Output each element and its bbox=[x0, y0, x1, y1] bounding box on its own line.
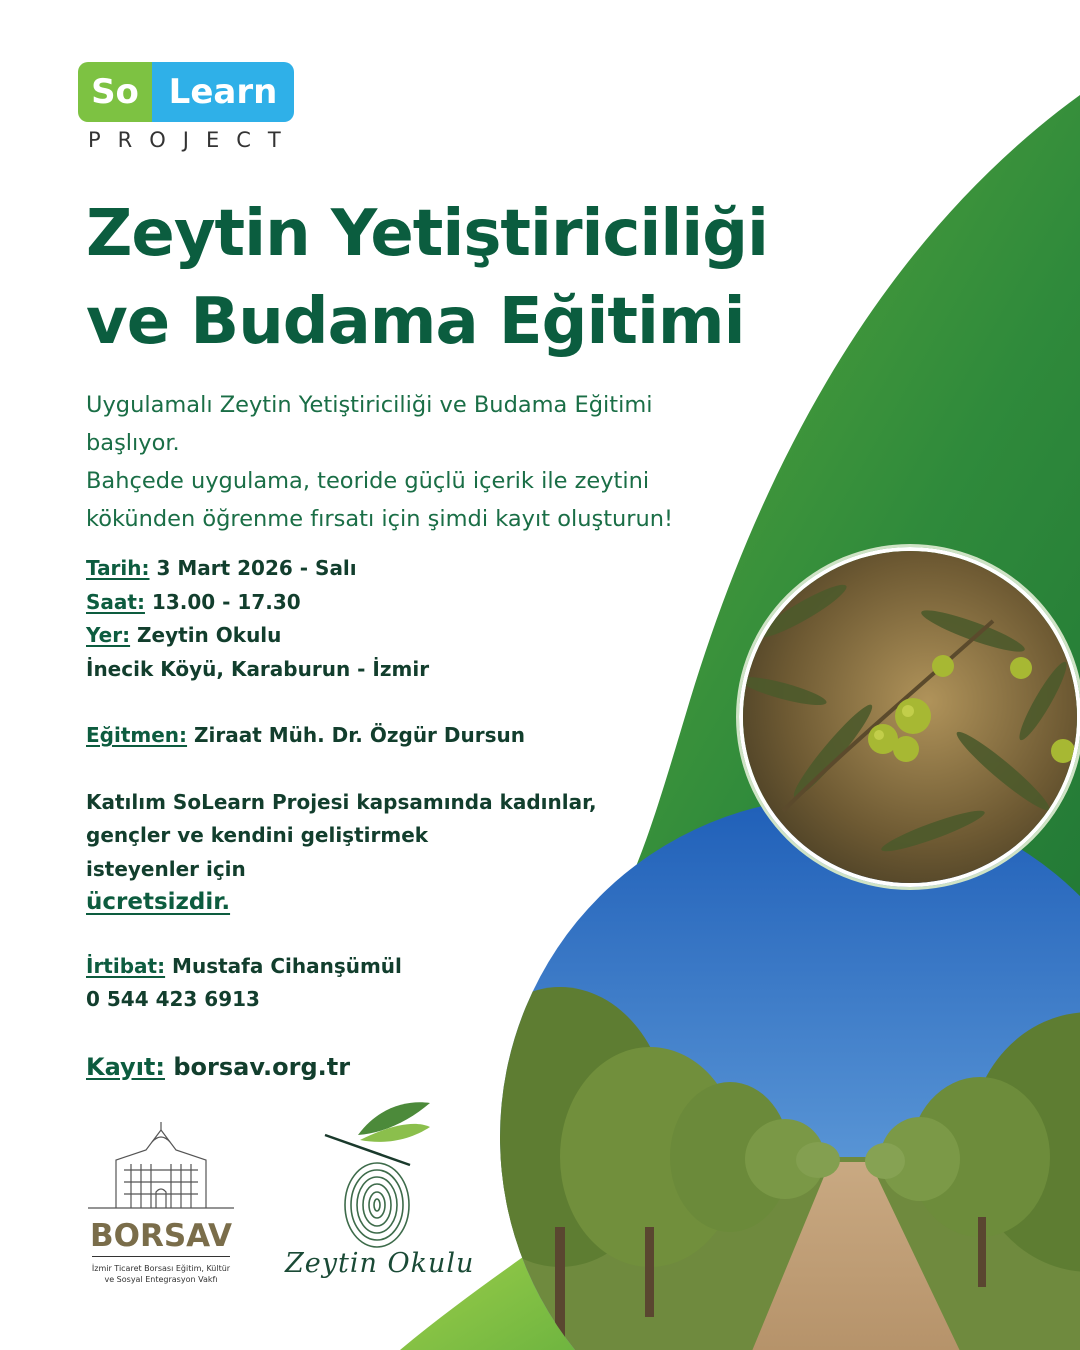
borsav-name: BORSAV bbox=[89, 1218, 233, 1254]
intro-line-3: Bahçede uygulama, teoride güçlü içerik ile zeytini bbox=[86, 468, 650, 494]
trainer-value: Ziraat Müh. Dr. Özgür Dursun bbox=[187, 723, 525, 747]
title-line-1: Zeytin Yetiştiriciliği bbox=[86, 197, 768, 271]
solearn-badge bbox=[78, 62, 294, 122]
place-label: Yer: bbox=[86, 623, 131, 647]
phone-number[interactable]: 0 544 423 6913 bbox=[86, 987, 260, 1011]
time-value: 13.00 - 17.30 bbox=[144, 589, 301, 614]
trainer-row bbox=[86, 719, 646, 753]
borsav-sub-line-2: ve Sosyal Entegrasyon Vakfı bbox=[104, 1275, 218, 1284]
zeytin-okulu-wordmark: Zeytin Okulu bbox=[285, 1248, 475, 1279]
date-row bbox=[86, 552, 646, 586]
free-note: ücretsizdir. bbox=[86, 889, 231, 915]
date-value: 3 Mart 2026 - Salı bbox=[149, 556, 357, 580]
time-row bbox=[86, 586, 646, 620]
borsav-logo bbox=[86, 1120, 236, 1285]
date-label: Tarih: bbox=[86, 556, 150, 580]
register-label: Kayıt: bbox=[86, 1052, 165, 1081]
intro-text bbox=[86, 386, 786, 538]
solearn-logo bbox=[78, 62, 298, 152]
participation-line-3: isteyenler için bbox=[86, 856, 246, 881]
title-line-2: ve Budama Eğitimi bbox=[86, 285, 745, 359]
olive-branch-photo bbox=[739, 547, 1080, 887]
address: İnecik Köyü, Karaburun - İzmir bbox=[86, 656, 430, 681]
register-link[interactable]: borsav.org.tr bbox=[165, 1052, 351, 1081]
borsav-sub-line-1: İzmir Ticaret Borsası Eğitim, Kültür bbox=[91, 1264, 231, 1273]
time-label: Saat: bbox=[86, 589, 145, 614]
intro-line-2: başlıyor. bbox=[86, 430, 180, 456]
trainer-label: Eğitmen: bbox=[86, 723, 188, 747]
page-title bbox=[86, 190, 846, 366]
event-details bbox=[86, 552, 646, 1084]
place-row bbox=[86, 619, 646, 653]
intro-line-4: kökünden öğrenme fırsatı için şimdi kayıt oluşturun! bbox=[86, 506, 674, 532]
place-value: Zeytin Okulu bbox=[130, 623, 282, 647]
register-row bbox=[86, 1051, 646, 1085]
participation-line-1: Katılım SoLearn Projesi kapsamında kadınlar, bbox=[86, 789, 597, 814]
logo-learn: Learn bbox=[152, 62, 294, 122]
participation-line-2: gençler ve kendini geliştirmek bbox=[86, 823, 429, 847]
intro-line-1: Uygulamalı Zeytin Yetiştiriciliği ve Budama Eğitimi bbox=[86, 392, 653, 418]
logo-subtitle: PROJECT bbox=[88, 128, 298, 152]
contact-value: Mustafa Cihanşümül bbox=[165, 953, 402, 978]
contact-label: İrtibat: bbox=[86, 953, 166, 978]
borsav-building-icon bbox=[86, 1120, 236, 1212]
contact-row bbox=[86, 950, 646, 984]
logo-so: So bbox=[78, 62, 152, 122]
borsav-subtitle bbox=[86, 1263, 236, 1285]
